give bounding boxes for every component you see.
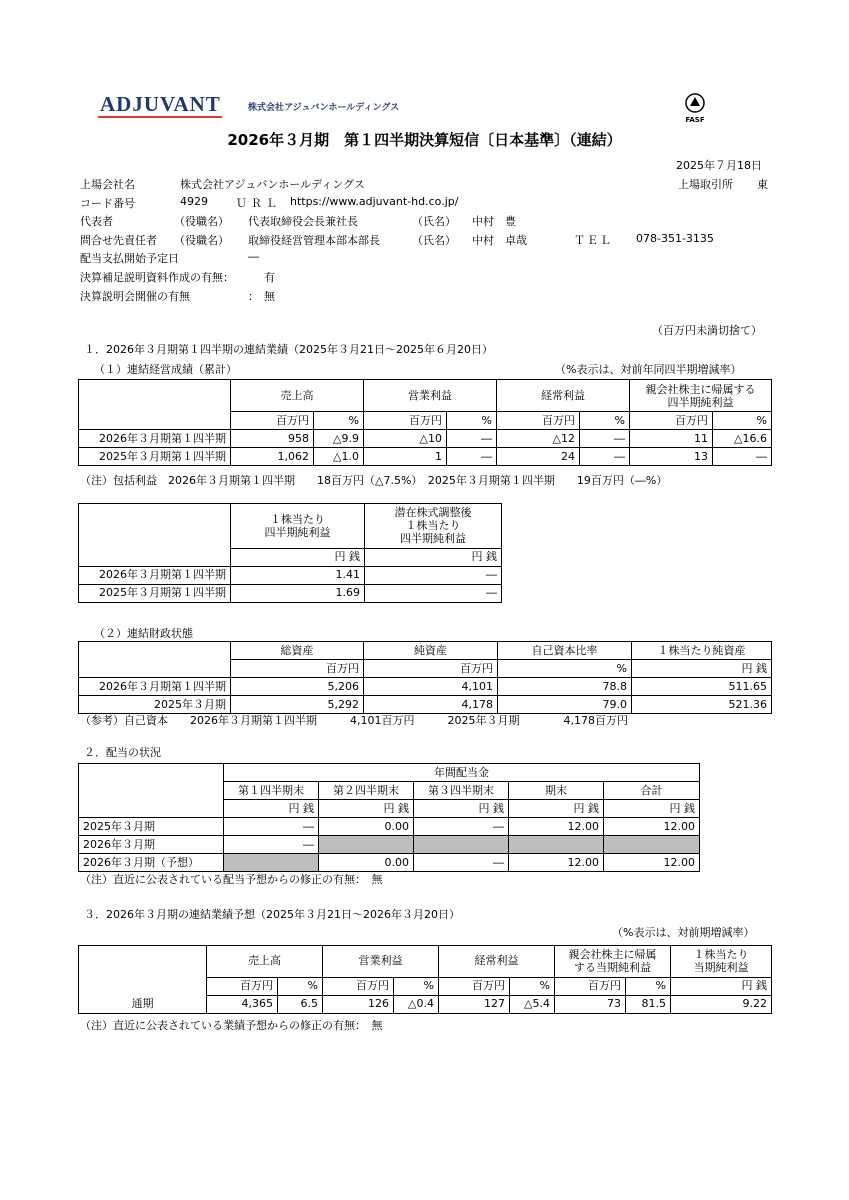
comprehensive-income-note: （注）包括利益 2026年３月期第１四半期 18百万円（△7.5%） 2025年３月期第１四半期 19百万円（―%） — [80, 474, 668, 487]
unit-cell: % — [394, 977, 439, 995]
contact-label: 問合せ先責任者 — [80, 234, 157, 247]
corner-cell — [79, 782, 224, 800]
unit-cell: % — [626, 977, 671, 995]
unit-cell: % — [314, 412, 364, 430]
supplementary-label: 決算補足説明資料作成の有無： — [80, 271, 234, 284]
document-title: 2026年３月期 第１四半期決算短信〔日本基準〕（連結） — [227, 131, 622, 149]
col-header: １株当たり 四半期純利益 — [231, 504, 365, 549]
col-header: 自己資本比率 — [498, 642, 632, 660]
unit-cell: % — [580, 412, 630, 430]
contact-name-label: （氏名） — [412, 234, 456, 247]
dividend-table — [78, 763, 700, 872]
col-header: 純資産 — [364, 642, 498, 660]
corner-cell — [79, 660, 231, 678]
briefing-colon: ： — [248, 290, 259, 303]
table-row: 2025年３月期第１四半期 1.69 ― — [79, 584, 502, 602]
col-header: 経常利益 — [497, 380, 630, 412]
contact-title-label: （役職名） — [174, 234, 229, 247]
unit-cell: 百万円 — [630, 412, 713, 430]
col-header: 経常利益 — [439, 946, 555, 978]
table-row: 2026年３月期 ― — [79, 836, 700, 854]
section2-title: ２．配当の状況 — [84, 746, 161, 759]
fasf-mark-icon — [678, 92, 712, 124]
unit-cell: 百万円 — [207, 977, 278, 995]
dividend-revision-note: （注）直近に公表されている配当予想からの修正の有無： 無 — [80, 873, 383, 886]
section1-pct-note: （%表示は、対前年同四半期増減率） — [555, 363, 742, 376]
corner-cell — [79, 946, 207, 978]
section3-pct-note: （%表示は、対前期増減率） — [612, 926, 755, 939]
col-header: 総資産 — [231, 642, 364, 660]
table-row: 2025年３月期 ― 0.00 ― 12.00 12.00 — [79, 818, 700, 836]
unit-cell: 百万円 — [439, 977, 510, 995]
corner-cell — [79, 548, 231, 566]
corner-cell — [79, 764, 224, 782]
table-row: 2026年３月期（予想） 0.00 ― 12.00 12.00 — [79, 854, 700, 872]
operating-results-table — [78, 379, 772, 466]
forecast-revision-note: （注）直近に公表されている業績予想からの修正の有無： 無 — [80, 1019, 383, 1032]
col-header: 営業利益 — [323, 946, 439, 978]
supplementary-value: 有 — [264, 271, 275, 284]
dividend-date-value: ― — [248, 250, 259, 263]
col-header: 期末 — [509, 782, 604, 800]
equity-note: （参考）自己資本 2026年３月期第１四半期 4,101百万円 2025年３月期 4,178百万円 — [80, 714, 628, 727]
financial-position-table — [78, 641, 772, 714]
report-date: 2025年７月18日 — [676, 159, 762, 172]
contact-title: 取締役経営管理本部本部長 — [248, 234, 380, 247]
col-header: 親会社株主に帰属する 四半期純利益 — [630, 380, 772, 412]
exchange-label: 上場取引所 — [678, 178, 733, 191]
unit-cell: 円 銭 — [224, 800, 319, 818]
rep-name-label: （氏名） — [412, 215, 456, 228]
unit-cell: 百万円 — [364, 412, 447, 430]
eps-table — [78, 503, 502, 603]
rep-title-label: （役職名） — [174, 215, 229, 228]
exchange-value: 東 — [757, 178, 768, 191]
rep-name: 中村 豊 — [472, 215, 516, 228]
unit-cell: 円 銭 — [604, 800, 700, 818]
representative-label: 代表者 — [80, 215, 113, 228]
corner-cell — [79, 800, 224, 818]
listed-company-value: 株式会社アジュバンホールディングス — [180, 178, 365, 191]
tel-value: 078-351-3135 — [636, 232, 714, 245]
col-header: 潜在株式調整後 １株当たり 四半期純利益 — [365, 504, 502, 549]
unit-cell: 百万円 — [323, 977, 394, 995]
company-logo: ADJUVANT — [100, 92, 221, 116]
col-header: 第１四半期末 — [224, 782, 319, 800]
unit-cell: % — [498, 660, 632, 678]
unit-cell: 百万円 — [555, 977, 626, 995]
col-header: １株当たり 当期純利益 — [671, 946, 772, 978]
unit-cell: % — [510, 977, 555, 995]
table-row: 2026年３月期第１四半期 1.41 ― — [79, 566, 502, 584]
corner-cell — [79, 504, 231, 549]
listed-company-label: 上場会社名 — [80, 178, 135, 191]
unit-cell: 円 銭 — [231, 548, 365, 566]
col-header: 売上高 — [207, 946, 323, 978]
unit-cell: 円 銭 — [632, 660, 772, 678]
unit-cell: 百万円 — [497, 412, 580, 430]
code-label: コード番号 — [80, 197, 135, 210]
url-value[interactable]: https://www.adjuvant-hd.co.jp/ — [290, 195, 459, 208]
table-row: 通期 4,365 6.5 126 △0.4 127 △5.4 73 81.5 9.22 — [79, 995, 772, 1013]
unit-cell: 百万円 — [231, 660, 364, 678]
unit-cell: 百万円 — [364, 660, 498, 678]
col-header: 営業利益 — [364, 380, 497, 412]
unit-cell: % — [278, 977, 323, 995]
corner-cell — [79, 412, 231, 430]
logo-underline — [98, 116, 222, 118]
forecast-table — [78, 945, 772, 1014]
unit-cell: 百万円 — [231, 412, 314, 430]
group-header: 年間配当金 — [224, 764, 700, 782]
tel-label: ＴＥＬ — [574, 234, 613, 247]
table-row: 2026年３月期第１四半期 958 △9.9 △10 ― △12 ― 11 △16.6 — [79, 430, 772, 448]
unit-cell: % — [447, 412, 497, 430]
col-header: 売上高 — [231, 380, 364, 412]
table-row: 2025年３月期 5,292 4,178 79.0 521.36 — [79, 696, 772, 714]
svg-text:FASF: FASF — [685, 116, 705, 124]
corner-cell — [79, 380, 231, 412]
col-header: 合計 — [604, 782, 700, 800]
url-label: ＵＲＬ — [236, 197, 281, 210]
unit-cell: 円 銭 — [365, 548, 502, 566]
briefing-label: 決算説明会開催の有無 — [80, 290, 190, 303]
briefing-value: 無 — [264, 290, 275, 303]
col-header: 親会社株主に帰属 する当期純利益 — [555, 946, 671, 978]
col-header: １株当たり純資産 — [632, 642, 772, 660]
corner-cell — [79, 642, 231, 660]
table-row: 2026年３月期第１四半期 5,206 4,101 78.8 511.65 — [79, 678, 772, 696]
contact-name: 中村 卓哉 — [472, 234, 527, 247]
dividend-date-label: 配当支払開始予定日 — [80, 252, 179, 265]
unit-cell: % — [713, 412, 772, 430]
col-header: 第３四半期末 — [414, 782, 509, 800]
rep-title: 代表取締役会長兼社長 — [248, 215, 358, 228]
col-header: 第２四半期末 — [319, 782, 414, 800]
table-row: 2025年３月期第１四半期 1,062 △1.0 1 ― 24 ― 13 ― — [79, 448, 772, 466]
unit-cell: 円 銭 — [671, 977, 772, 995]
unit-cell: 円 銭 — [414, 800, 509, 818]
corner-cell — [79, 977, 207, 995]
section3-title: ３．2026年３月期の連結業績予想（2025年３月21日～2026年３月20日） — [84, 908, 460, 921]
unit-cell: 円 銭 — [509, 800, 604, 818]
section1-sub1: （１）連結経営成績（累計） — [94, 363, 237, 376]
section1-sub2: （２）連結財政状態 — [94, 627, 193, 640]
company-name-logo: 株式会社アジュバンホールディングス — [248, 103, 400, 113]
rounding-note: （百万円未満切捨て） — [652, 324, 762, 337]
unit-cell: 円 銭 — [319, 800, 414, 818]
section1-title: １．2026年３月期第１四半期の連結業績（2025年３月21日～2025年６月20日） — [84, 343, 493, 356]
code-value: 4929 — [180, 195, 208, 208]
